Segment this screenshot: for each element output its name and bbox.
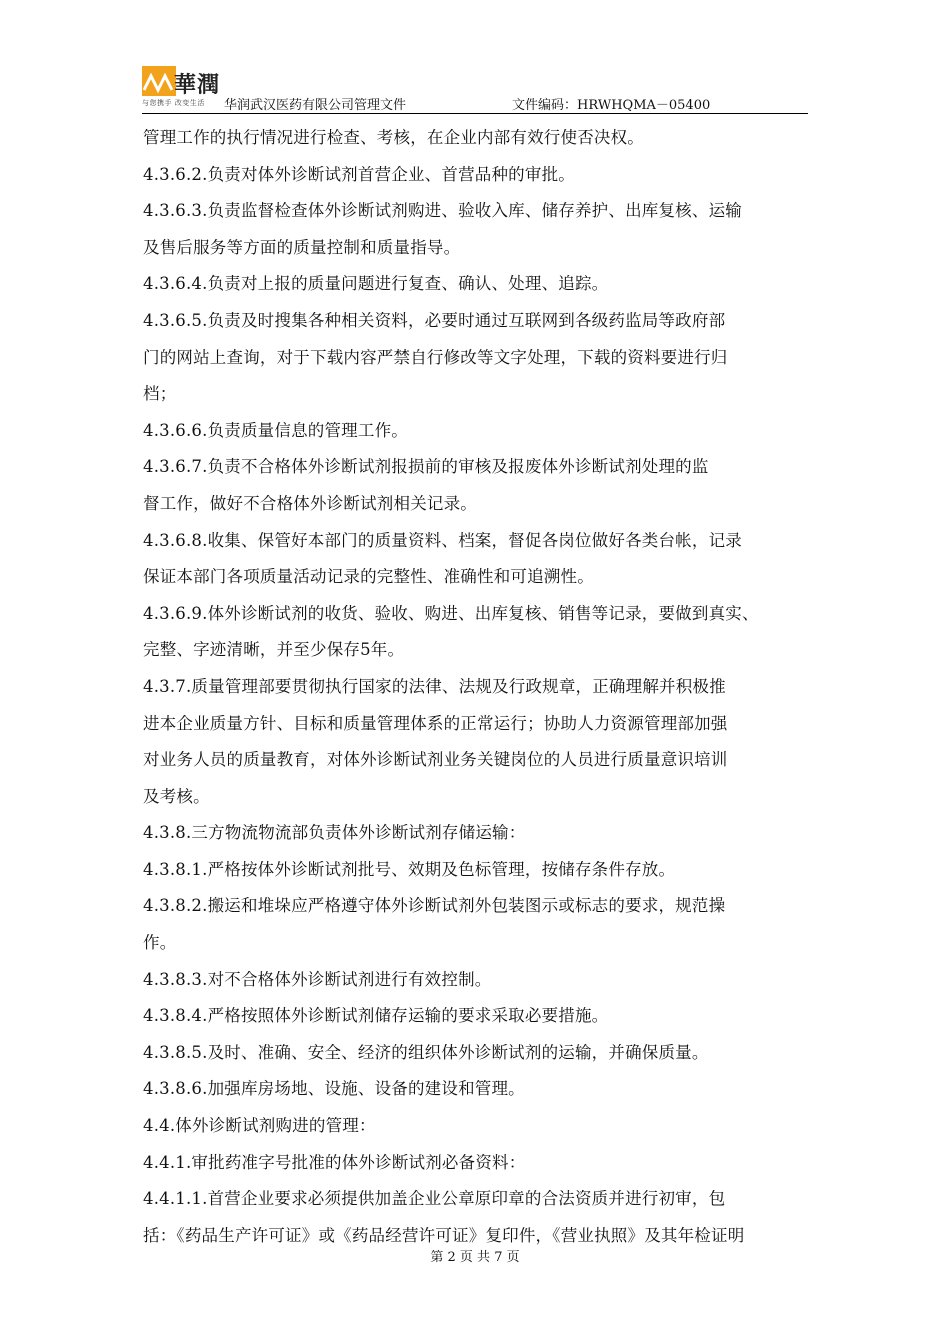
body-line: 4.4.体外诊断试剂购进的管理： (143, 1116, 376, 1136)
page-header (142, 66, 808, 114)
body-line: 4.3.6.5.负责及时搜集各种相关资料，必要时通过互联网到各级药监局等政府部 (143, 310, 726, 330)
logo-mark-icon (142, 66, 176, 96)
body-line: 保证本部门各项质量活动记录的完整性、准确性和可追溯性。 (143, 567, 594, 587)
body-line: 4.4.1.审批药准字号批准的体外诊断试剂必备资料： (143, 1152, 526, 1172)
body-line: 4.3.6.8.收集、保管好本部门的质量资料、档案，督促各岗位做好各类台帐，记录 (143, 530, 742, 550)
body-line: 对业务人员的质量教育，对体外诊断试剂业务关键岗位的人员进行质量意识培训 (143, 750, 728, 770)
body-line: 4.3.8.3.对不合格体外诊断试剂进行有效控制。 (143, 969, 492, 989)
body-line: 4.3.8.5.及时、准确、安全、经济的组织体外诊断试剂的运输，并确保质量。 (143, 1042, 709, 1062)
logo-slogan: 与您携手 改变生活 (142, 99, 205, 107)
document-body (143, 120, 809, 1254)
body-line: 作。 (143, 933, 177, 953)
body-line: 及考核。 (143, 786, 210, 806)
body-line: 4.3.8.1.严格按体外诊断试剂批号、效期及色标管理，按储存条件存放。 (143, 859, 676, 879)
body-line: 4.3.8.6.加强库房场地、设施、设备的建设和管理。 (143, 1079, 525, 1099)
body-line: 管理工作的执行情况进行检查、考核，在企业内部有效行使否决权。 (143, 128, 644, 147)
body-line: 4.3.8.2.搬运和堆垛应严格遵守体外诊断试剂外包装图示或标志的要求，规范操 (143, 896, 726, 916)
body-line: 4.3.7.质量管理部要贯彻执行国家的法律、法规及行政规章，正确理解并积极推 (143, 676, 726, 696)
header-divider (142, 113, 808, 114)
document-number: 文件编码：HRWHQMA－05400 (512, 98, 711, 113)
body-line: 完整、字迹清晰，并至少保存5年。 (143, 640, 405, 660)
body-line: 4.3.8.4.严格按照体外诊断试剂储存运输的要求采取必要措施。 (143, 1006, 609, 1026)
body-line: 4.3.6.3.负责监督检查体外诊断试剂购进、验收入库、储存养护、出库复核、运输 (143, 201, 742, 221)
body-line: 及售后服务等方面的质量控制和质量指导。 (143, 237, 461, 257)
body-line: 进本企业质量方针、目标和质量管理体系的正常运行；协助人力资源管理部加强 (143, 713, 728, 733)
body-line: 门的网站上查询，对于下载内容严禁自行修改等文字处理，下载的资料要进行归 (143, 347, 728, 367)
page-footer: 第 2 页 共 7 页 (430, 1250, 520, 1265)
body-line: 督工作，做好不合格体外诊断试剂相关记录。 (143, 493, 477, 513)
body-line: 4.3.6.9.体外诊断试剂的收货、验收、购进、出库复核、销售等记录，要做到真实、 (143, 603, 759, 623)
body-line: 4.3.6.6.负责质量信息的管理工作。 (143, 420, 408, 440)
body-line: 4.3.8.三方物流物流部负责体外诊断试剂存储运输： (143, 823, 526, 843)
body-line: 档； (143, 384, 177, 404)
company-name: 华润武汉医药有限公司管理文件 (224, 98, 407, 113)
logo-text: 華潤 (174, 72, 221, 98)
body-line: 括：《药品生产许可证》或《药品经营许可证》复印件，《营业执照》及其年检证明 (143, 1225, 745, 1245)
body-line: 4.3.6.7.负责不合格体外诊断试剂报损前的审核及报废体外诊断试剂处理的监 (143, 457, 709, 477)
body-line: 4.3.6.2.负责对体外诊断试剂首营企业、首营品种的审批。 (143, 164, 575, 184)
body-line: 4.4.1.1.首营企业要求必须提供加盖企业公章原印章的合法资质并进行初审，包 (143, 1189, 726, 1209)
body-line: 4.3.6.4.负责对上报的质量问题进行复查、确认、处理、追踪。 (143, 274, 609, 294)
company-logo (142, 66, 222, 112)
